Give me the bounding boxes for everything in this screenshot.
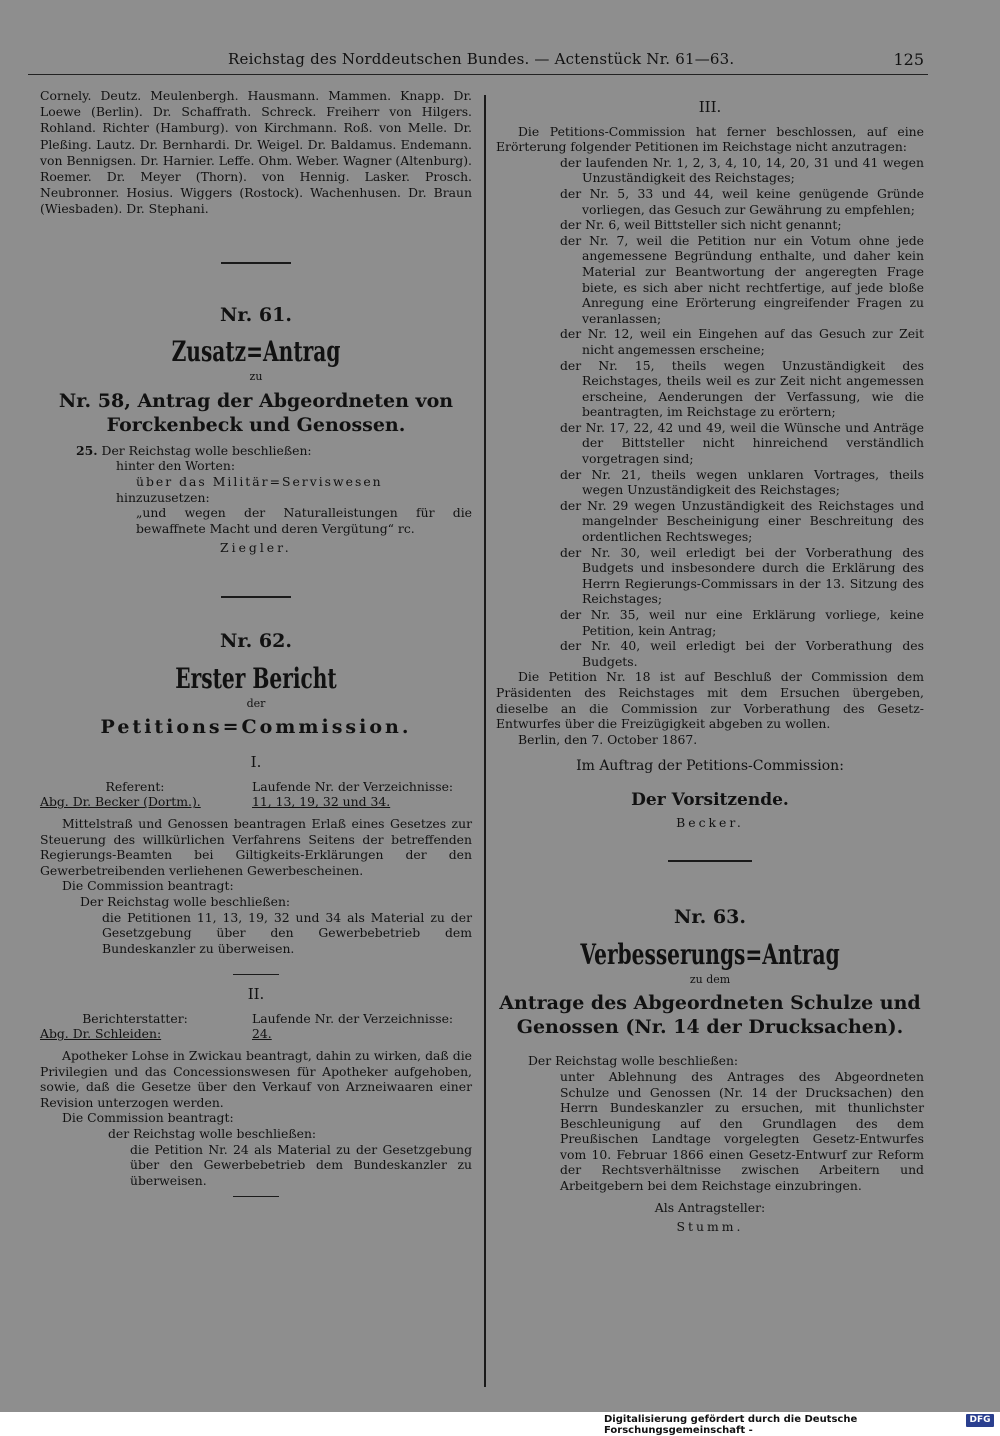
nr63-intro: Der Reichstag wolle beschließen: bbox=[528, 1053, 739, 1069]
register-right bbox=[252, 779, 472, 810]
left-column bbox=[40, 88, 472, 1197]
reporter-name: Abg. Dr. Schleiden: bbox=[40, 1026, 162, 1042]
nr62-block bbox=[40, 629, 472, 1197]
petition-list-item: der Nr. 15, theils wegen Unzuständigkeit des Reichstages, theils weil es zur Zeit nicht angemessen erscheine, Aenderungen der Verfassung, wie die beantragten, im Reichstage zu erörtern; bbox=[560, 357, 924, 420]
petition-list-item: der Nr. 17, 22, 42 und 49, weil die Wünsche und Anträge der Bittsteller nicht hinreichend verständlich vorgetragen sind; bbox=[560, 419, 924, 467]
register-label-2: Laufende Nr. der Verzeichnisse: bbox=[252, 1010, 454, 1026]
referent-name: Abg. Dr. Becker (Dortm.). bbox=[40, 794, 201, 810]
section-III-intro: Die Petitions-Commission hat ferner beschlossen, auf eine Erörterung folgender Petitionen im Reichstage nicht anzutragen: bbox=[496, 123, 924, 155]
petition-list-item: der Nr. 7, weil die Petition nur ein Votum ohne jede angemessene Begründung enthalte, und daher kein Material zur Beantwortung der angeregten Frage biete, es sich aber nicht rechtfertige, auf jede bloße Anregung eine Erörterung eingreifender Fragen zu veranlassen; bbox=[560, 232, 924, 326]
nr63-number: Nr. 63. bbox=[674, 906, 746, 929]
nr62-p8: die Petition Nr. 24 als Material zu der Gesetzgebung über den Gewerbebetrieb dem Bundeskanzler zu überweisen. bbox=[130, 1141, 472, 1188]
nr62-subtitle: Petitions=Commission. bbox=[100, 716, 412, 739]
referent-row-1 bbox=[40, 779, 472, 810]
subsection-divider bbox=[233, 1196, 279, 1197]
right-column bbox=[496, 88, 924, 1235]
section-divider bbox=[221, 596, 291, 598]
register-numbers-2: 24. bbox=[252, 1026, 272, 1042]
section-divider bbox=[668, 860, 752, 862]
petition-list-item: der Nr. 12, weil ein Eingehen auf das Gesuch zur Zeit nicht angemessen erscheine; bbox=[560, 326, 924, 357]
column-divider bbox=[484, 95, 486, 1387]
nr63-block bbox=[496, 906, 924, 1235]
section-divider bbox=[221, 262, 291, 264]
register-label: Laufende Nr. der Verzeichnisse: bbox=[252, 778, 454, 794]
nr63-zudem: zu dem bbox=[689, 972, 731, 986]
nr61-line3: hinzuzusetzen: bbox=[116, 489, 210, 505]
nr61-item-intro: Der Reichstag wolle beschließen: bbox=[101, 442, 312, 458]
petition-list-item: der Nr. 29 wegen Unzuständigkeit des Reichstages und mangelnder Bescheinigung einer Beschreitung des ordentlichen Rechtsweges; bbox=[560, 497, 924, 545]
petition-list-item: der Nr. 21, theils wegen unklaren Vortrages, theils wegen Unzuständigkeit des Reichstages; bbox=[560, 466, 924, 498]
petition-list-item: der Nr. 40, weil erledigt bei der Vorberathung des Budgets. bbox=[560, 638, 924, 669]
referent-row-2 bbox=[40, 1011, 472, 1042]
petition-18-note: Die Petition Nr. 18 ist auf Beschluß der Commission dem Präsidenten des Reichstages mit dem Ersuchen übergeben, dieselbe an die Commission zur Vorberathung des Gesetz-Entwurfes über die Freizügigkeit abgeben zu wollen. bbox=[496, 669, 924, 732]
nr61-item-no: 25. bbox=[76, 442, 98, 458]
nr62-p5: Apotheker Lohse in Zwickau beantragt, dahin zu wirken, daß die Privilegien und das Concessionswesen für Apotheker aufgehoben, sowie, daß die Gesetze über den Verkauf von Arzneiwaaren einer Revision unterzogen werden. bbox=[40, 1048, 472, 1110]
nr63-signer: Stumm. bbox=[676, 1219, 744, 1235]
nr63-body: unter Ablehnung des Antrages des Abgeordneten Schulze und Genossen (Nr. 14 der Drucksachen) den Herrn Bundeskanzler zu ersuchen, mit thunlichster Beschleunigung auf den Grundlagen des dem Preußischen Landtage vorgelegten Gesetz-Entwurfes vom 10. Februar 1866 einen Gesetz-Entwurf zur Reform der Rechtsverhältnisse zwischen Arbeitern und Arbeitgebern bei dem Reichstage einzubringen. bbox=[560, 1068, 924, 1194]
petition-list-item: der Nr. 5, 33 und 44, weil keine genügende Gründe vorliegen, das Gesuch zur Gewährung zu empfehlen; bbox=[560, 185, 924, 217]
register-right-2 bbox=[252, 1011, 472, 1042]
nr61-zu: zu bbox=[249, 370, 263, 384]
nr62-p3: Der Reichstag wolle beschließen: bbox=[80, 893, 291, 909]
petition-list-item: der Nr. 6, weil Bittsteller sich nicht genannt; bbox=[560, 217, 842, 233]
nr61-line4: „und wegen der Naturalleistungen für die bewaffnete Macht und deren Vergütung“ rc. bbox=[136, 505, 472, 536]
date-line: Berlin, den 7. October 1867. bbox=[518, 731, 698, 747]
nr62-p7: der Reichstag wolle beschließen: bbox=[108, 1126, 317, 1142]
signatory-names: Cornely. Deutz. Meulenbergh. Hausmann. Mammen. Knapp. Dr. Loewe (Berlin). Dr. Schaffrath. Schreck. Freiherr von Hilgers. Rohland. Richter (Hamburg). von Kirchmann. Roß. von Melle. Dr. Pleßing. Lautz. Dr. Bernhardi. Dr. Weigel. Dr. Baldamus. Endemann. von Bennigsen. Dr. Harnier. Leffe. Ohm. Weber. Wagner (Altenburg). Roemer. Dr. Meyer (Thorn). von Hennig. Lasker. Prosch. Neubronner. Hosius. Wiggers (Rostock). Wachenhusen. Dr. Braun (Wiesbaden). Dr. Stephani. bbox=[40, 88, 472, 217]
referent-left bbox=[40, 779, 230, 810]
page-number: 125 bbox=[893, 50, 924, 69]
nr61-block bbox=[40, 303, 472, 556]
on-behalf-line: Im Auftrag der Petitions-Commission: bbox=[576, 758, 844, 775]
nr63-title: Verbesserungs=Antrag bbox=[580, 937, 840, 971]
nr61-title: Zusatz=Antrag bbox=[171, 335, 341, 369]
nr61-line2: über das Militär=Serviswesen bbox=[136, 474, 383, 489]
petition-list-item: der Nr. 30, weil erledigt bei der Vorberathung des Budgets und insbesondere durch die Erklärung des Herrn Regierungs-Commissars in der 13. Sitzung des Reichstages; bbox=[560, 544, 924, 607]
chairman-name: Becker. bbox=[676, 814, 744, 830]
petition-list bbox=[496, 155, 924, 670]
nr61-subtitle: Nr. 58, Antrag der Abgeordneten von Forckenbeck und Genossen. bbox=[58, 389, 454, 436]
chairman-title: Der Vorsitzende. bbox=[631, 789, 789, 810]
nr61-number: Nr. 61. bbox=[220, 303, 292, 326]
nr62-der: der bbox=[246, 696, 266, 710]
header-title: Reichstag des Norddeutschen Bundes. — Actenstück Nr. 61—63. bbox=[228, 50, 735, 68]
footer-credit: Digitalisierung gefördert durch die Deutsche Forschungsgemeinschaft - bbox=[604, 1414, 858, 1436]
section-III: III. bbox=[698, 98, 722, 116]
nr62-p4: die Petitionen 11, 13, 19, 32 und 34 als Material zu der Gesetzgebung über den Gewerbebetrieb dem Bundeskanzler zu überweisen. bbox=[102, 909, 472, 956]
nr62-p6: Die Commission beantragt: bbox=[62, 1110, 234, 1126]
running-header bbox=[28, 50, 928, 75]
nr62-p2: Die Commission beantragt: bbox=[62, 878, 234, 894]
reporter-left bbox=[40, 1011, 230, 1042]
section-I: I. bbox=[250, 753, 262, 772]
nr62-p1: Mittelstraß und Genossen beantragen Erlaß eines Gesetzes zur Steuerung des willkürlichen Verfahrens Seitens der betreffenden Regierungs-Beamten bei Giltigkeits-Erklärungen der den Gewerbetreibenden verliehenen Gewerbescheinen. bbox=[40, 815, 472, 878]
nr62-title: Erster Bericht bbox=[175, 661, 337, 695]
nr62-number: Nr. 62. bbox=[220, 629, 292, 652]
nr63-subtitle: Antrage des Abgeordneten Schulze und Genossen (Nr. 14 der Drucksachen). bbox=[499, 992, 921, 1039]
reporter-label: Berichterstatter: bbox=[82, 1010, 188, 1026]
petition-list-item: der laufenden Nr. 1, 2, 3, 4, 10, 14, 20, 31 und 41 wegen Unzuständigkeit des Reichstages; bbox=[560, 154, 924, 186]
referent-label: Referent: bbox=[105, 778, 165, 794]
nr61-intro bbox=[40, 443, 472, 459]
subsection-divider bbox=[233, 974, 279, 975]
petition-list-item: der Nr. 35, weil nur eine Erklärung vorliege, keine Petition, kein Antrag; bbox=[560, 607, 924, 638]
register-numbers: 11, 13, 19, 32 und 34. bbox=[252, 794, 391, 810]
nr61-signer: Ziegler. bbox=[220, 540, 292, 556]
nr61-line1: hinter den Worten: bbox=[116, 458, 236, 474]
section-II: II. bbox=[247, 985, 265, 1004]
nr63-als: Als Antragsteller: bbox=[654, 1199, 766, 1215]
dfg-logo: DFG bbox=[966, 1414, 994, 1427]
